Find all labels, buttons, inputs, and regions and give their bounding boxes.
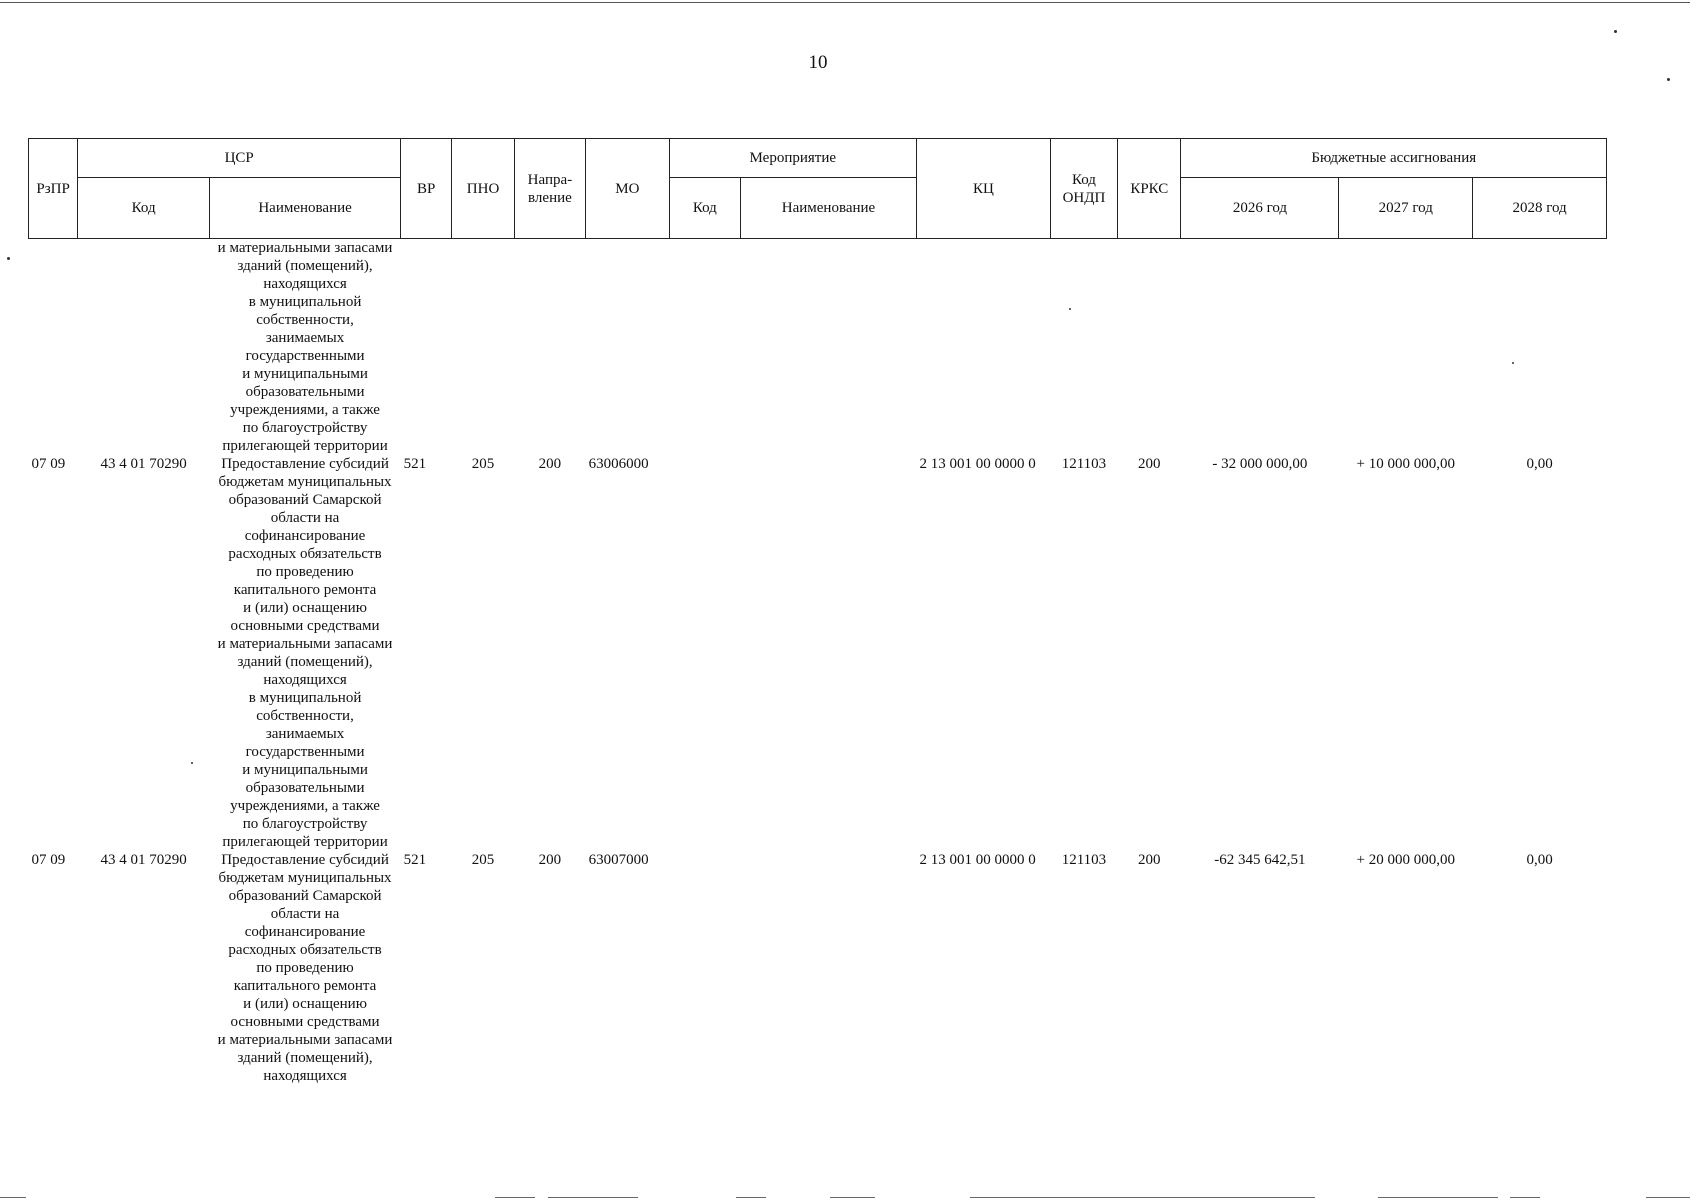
cell-ondp: 121103 [1061,456,1107,472]
bottom-edge-rule [736,1197,766,1198]
bottom-edge-rule [495,1197,535,1198]
cell-amount-2027: + 10 000 000,00 [1356,456,1455,472]
bottom-edge-rule [1378,1197,1498,1198]
header-year-2028: 2028 год [1473,178,1607,239]
header-csr-code: Код [78,178,210,239]
cell-amount-2028: 0,00 [1526,852,1553,868]
header-row-2 [29,178,1607,239]
continuation-name-cell: и материальными запасами зданий (помещений), находящихся в муниципальной собственности, занимаемых государственными и муниципальными образовательными учреждениями, а также по благоустройству прилегающей территории [217,240,393,454]
cell-direction: 200 [538,852,562,868]
scan-speck [1512,362,1514,364]
bottom-edge-rule [830,1197,875,1198]
bottom-edge-rule [1646,1197,1690,1198]
header-event-name: Наименование [741,178,917,239]
cell-pno: 205 [471,852,495,868]
table-row [29,851,1607,1085]
header-pno: ПНО [452,139,514,239]
header-kc: КЦ [917,139,1051,239]
header-year-2026: 2026 год [1181,178,1339,239]
scan-speck [1069,308,1071,310]
cell-event-code [669,851,740,1085]
cell-ondp: 121103 [1061,852,1107,868]
bottom-edge-rule [1510,1197,1540,1198]
header-direction: Напра- вление [514,139,585,239]
header-year-2027: 2027 год [1339,178,1473,239]
cell-kc: 2 13 001 00 0000 0 [919,456,1036,472]
cell-vr: 521 [403,456,427,472]
header-csr-name: Наименование [210,178,401,239]
cell-csr-code: 43 4 01 70290 [100,456,187,472]
header-vr: ВР [401,139,452,239]
bottom-edge-rule [0,1197,26,1198]
scan-speck [1667,78,1670,81]
cell-amount-2026: - 32 000 000,00 [1212,456,1308,472]
header-event-code: Код [669,178,740,239]
header-event: Мероприятие [669,139,916,178]
scan-speck [7,257,10,260]
header-mo: МО [586,139,669,239]
cell-rzpr: 07 09 [31,852,66,868]
cell-mo: 63006000 [588,456,649,472]
header-csr: ЦСР [78,139,401,178]
cell-event-name [741,851,917,1085]
table-body [29,239,1607,1086]
header-ondp: Код ОНДП [1050,139,1117,239]
bottom-edge-rule [548,1197,638,1198]
cell-event-code [669,455,740,851]
header-budget: Бюджетные ассигнования [1181,139,1607,178]
cell-amount-2026: -62 345 642,51 [1214,852,1306,868]
page-number: 10 [808,52,828,73]
scan-speck [191,762,193,764]
budget-table [28,138,1607,1085]
cell-mo: 63007000 [588,852,649,868]
cell-csr-name: Предоставление субсидий бюджетам муниципальных образований Самарской области на софинансирование расходных обязательств по проведению капитального ремонта и (или) оснащению основными средствами и материальными запасами зданий (помещений), находящихся [217,852,393,1084]
top-edge-rule [0,2,1690,3]
cell-rzpr: 07 09 [31,456,66,472]
cell-krks: 200 [1138,852,1161,868]
cell-event-name [741,455,917,851]
cell-kc: 2 13 001 00 0000 0 [919,852,1036,868]
cell-direction: 200 [538,456,562,472]
cell-csr-name: Предоставление субсидий бюджетам муниципальных образований Самарской области на софинансирование расходных обязательств по проведению капитального ремонта и (или) оснащению основными средствами и материальными запасами зданий (помещений), находящихся в муниципальной собственности, занимаемых государственными и муниципальными образовательными учреждениями, а также по благоустройству прилегающей территории [217,456,393,850]
scan-speck [1614,30,1617,33]
header-krks: КРКС [1118,139,1181,239]
cell-amount-2028: 0,00 [1526,456,1553,472]
header-rzpr: РзПР [29,139,78,239]
table-header [29,139,1607,239]
bottom-edge-rule [970,1197,1315,1198]
cell-krks: 200 [1138,456,1161,472]
cell-amount-2027: + 20 000 000,00 [1356,852,1455,868]
cell-vr: 521 [403,852,427,868]
cell-pno: 205 [471,456,495,472]
header-row-1 [29,139,1607,178]
table-row [29,455,1607,851]
cell-csr-code: 43 4 01 70290 [100,852,187,868]
continuation-row [29,239,1607,456]
